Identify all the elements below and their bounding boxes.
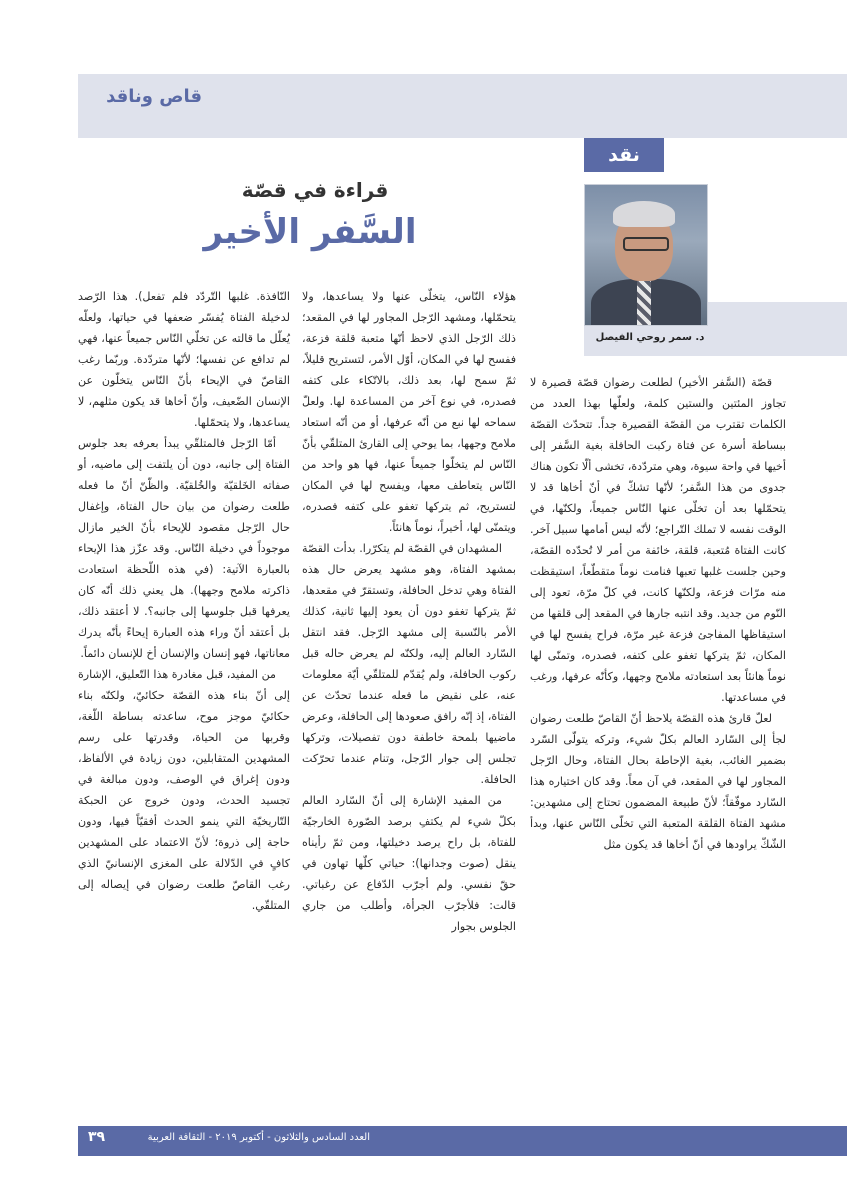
paragraph: المشهدان في القصّة لم يتكرّرا. بدأت القصّة بمشهد الفتاة، وهو مشهد يعرض حال هذه الفتاة وهي تدخل الحافلة، وتستقرّ في مقعدها، ثمّ يتركها تغفو دون أن يعود إليها ثانية، كذلك الأمر بالنّسبة إلى مشهد الرّجل. فقد انتقل السّارد العالم إليه، ولكنّه لم يعرض حاله قبل ركوب الحافلة، ولم يُقدّم للمتلقّي أيّة معلومات عنه، على نقيض ما فعله عندما تحدّث عن الفتاة، إذ إنّه رافق صعودها إلى الحافلة، وعرض ماضيها بلمحة خاطفة دون تفصيلات، وتركها تجلس إلى جوار الرّجل، وتنام عندما تحرّكت الحافلة. [302, 542, 516, 786]
paragraph: قصّة (السَّفر الأخير) لطلعت رضوان قصّة قصيرة لا تجاوز المئتين والستين كلمة، ولعلّها بهذا العدد من الكلمات تقترب من القصّة القصيرة جداً. تتحدّث القصّة ببساطة أسرة عن فتاة ركبت الحافلة بغية السَّفر إلى أخيها في واحة سيوة، وهي متردّدة، تخشى ألّا تكون هناك جدوى من هذا السَّفر؛ لأنّها تشكّ في أنّ أخاها قد لا يتحمّلها بعد أن تخلّى عنها النّاس جميعاً، ولكنّها، في الوقت نفسه لا تملك التّراجع؛ لأنّه ليس أمامها سبيل آخر. كانت الفتاة مُتعبة، قلقة، خائفة من أمر لا تُحدّده القصّة، وحين جلست غلبها تعبها فنامت نوماً متقطّعاً، استيقظت منه مرّات فزعة، ولكنّها كانت، في كلّ مرّة، تعود إلى النّوم من جديد. وقد انتبه جارها في المقعد إلى قلقها من استيقاظها المفاجئ فزعة غير مرّة، فراح يفسح لها في المكان، ثمّ يتركها تغفو على كتفه، فصدره، وتمنّى لها نوماً هانئاً بعد استعادته ملامح وجهها، وكأنّه عرفها، ورغب في مساعدتها. [530, 376, 786, 704]
article-column-right [530, 372, 786, 855]
article-headline: السَّفر الأخير [203, 212, 417, 252]
issue-info: العدد السادس والثلاثون - أكتوبر ٢٠١٩ - الثقافة العربية [147, 1132, 370, 1143]
section-title: قاص وناقد [106, 86, 202, 107]
page-number: ٣٩ [88, 1129, 106, 1145]
section-tab-critique: نقد [584, 138, 664, 172]
author-name: د. سمر روحي الفيصل [595, 332, 705, 343]
author-photo [584, 184, 708, 326]
article-kicker: قراءة في قصّة [241, 178, 389, 202]
paragraph: لعلّ قارئ هذه القصّة يلاحظ أنّ القاصّ طلعت رضوان لجأ إلى السّارد العالم بكلّ شيء، وتركه يتولّى السّرد بضمير الغائب، بغية الإحاطة بحال الفتاة، وحال الرّجل المجاور لها في المقعد، في آن معاً. وقد كان اختياره هذا السّارد موفّقاً؛ لأنّ طبيعة المضمون تحتاج إلى مشهدين: مشهد الفتاة القلقة المتعبة التي تخلّى النّاس عنها، وبدأ الشّكّ يراودها في أنّ أخاها قد يكون مثل [530, 712, 786, 851]
paragraph: من المفيد الإشارة إلى أنّ السّارد العالم بكلّ شيء لم يكتفِ برصد الصّورة الخارجيّة للفتاة، بل راح يرصد دخيلتها، ومن ثمّ رأيناه ينقل (صوت وجدانها): حياتي كلّها تهاون في حقّ نفسي. ولم أجرّب الدّفاع عن رغباتي. قالت: فلأجرّب الجرأة، وأطلب من جاري الجلوس بجوار [302, 794, 516, 933]
article-column-middle [302, 286, 516, 937]
article-column-left [78, 286, 290, 916]
paragraph: أمّا الرّجل فالمتلقّي يبدأ بعرفه بعد جلوس الفتاة إلى جانبه، دون أن يلتفت إلى ماضيه، أو صفاته الخَلقيّة والخُلقيّة. والظّنّ أنّ ما فعله طلعت رضوان من بيان حال الفتاة، وإغفال حال الرّجل مقصود للإيحاء بأنّ الخير مازال موجوداً في دخيلة النّاس. وقد عزّز هذا الإيحاء بالعبارة الآتية: (في هذه اللّحظة استعادت ذاكرته ملامح وجهها). هل يعني ذلك أنّه كان يعرفها قبل جلوسها إلى جانبه؟. لا أعتقد ذلك، بل أعتقد أنّ وراء هذه العبارة إيحاءً بأنّه يدرك معاناتها، فهو إنسان والإنسان أخ للإنسان دائماً. [78, 437, 290, 660]
paragraph: من المفيد، قبل مغادرة هذا التّعليق، الإشارة إلى أنّ بناء هذه القصّة حكائيّ، ولكنّه بناء حكائيّ موجز موح، ساعدته بساطة اللّغة، وقربها من الحياة، وقدرتها على رسم المشهدين المتقابلين، دون زيادة في الألفاظ، ودون إغراق في الوصف، ودون مبالغة في تجسيد الحدث، ودون خروج عن الحبكة التّاريخيّة التي ينمو الحدث أفقيّاً فيها، ودون حاجة إلى ذروة؛ لأنّ الاعتماد على المشهدين كافٍ في الدّلالة على المغزى الإنسانيّ الذي رغب القاصّ طلعت رضوان في إيصاله إلى المتلقّي. [78, 668, 290, 912]
paragraph: النّافذة. غلبها التّردّد فلم تفعل). هذا الرّصد لدخيلة الفتاة يُفسّر ضعفها في حياتها، ولعلّه يُعلّل ما قالته عن تخلّي النّاس جميعاً عنها، فهي لم تدافع عن نفسها؛ لأنّها متردّدة. وربّما رغب القاصّ في الإيحاء بأنّ النّاس يتخلّون عن الإنسان الضّعيف، وأنّ أخاها قد يكون مثلهم، لا يساعدها، ولا يتحمّلها. [78, 290, 290, 429]
paragraph: هؤلاء النّاس، يتخلّى عنها ولا يساعدها، ولا يتحمّلها، ومشهد الرّجل المجاور لها في المقعد؛ ذلك الرّجل الذي لاحظ أنّها متعبة قلقة فزعة، ففسح لها في المكان، أوّل الأمر، لتستريح قليلاً، ثمّ سمح لها، بعد ذلك، بالاتّكاء على كتفه فصدره، في نوع آخر من المساعدة لها. ولعلّ سماحه لها نبع من أنّه عرفها، أو من أنّه استعاد ملامح وجهها، بما يوحي إلى القارئ المتلقّي بأنّ النّاس لم يتخلّوا جميعاً عنها، فها هو واحد من النّاس يتعاطف معها، ويفسح لها في المكان لتستريح، ثم يتركها تغفو على كتفه فصدره، ويتمنّى لها، أخيراً، نوماً هانئاً. [302, 290, 516, 534]
